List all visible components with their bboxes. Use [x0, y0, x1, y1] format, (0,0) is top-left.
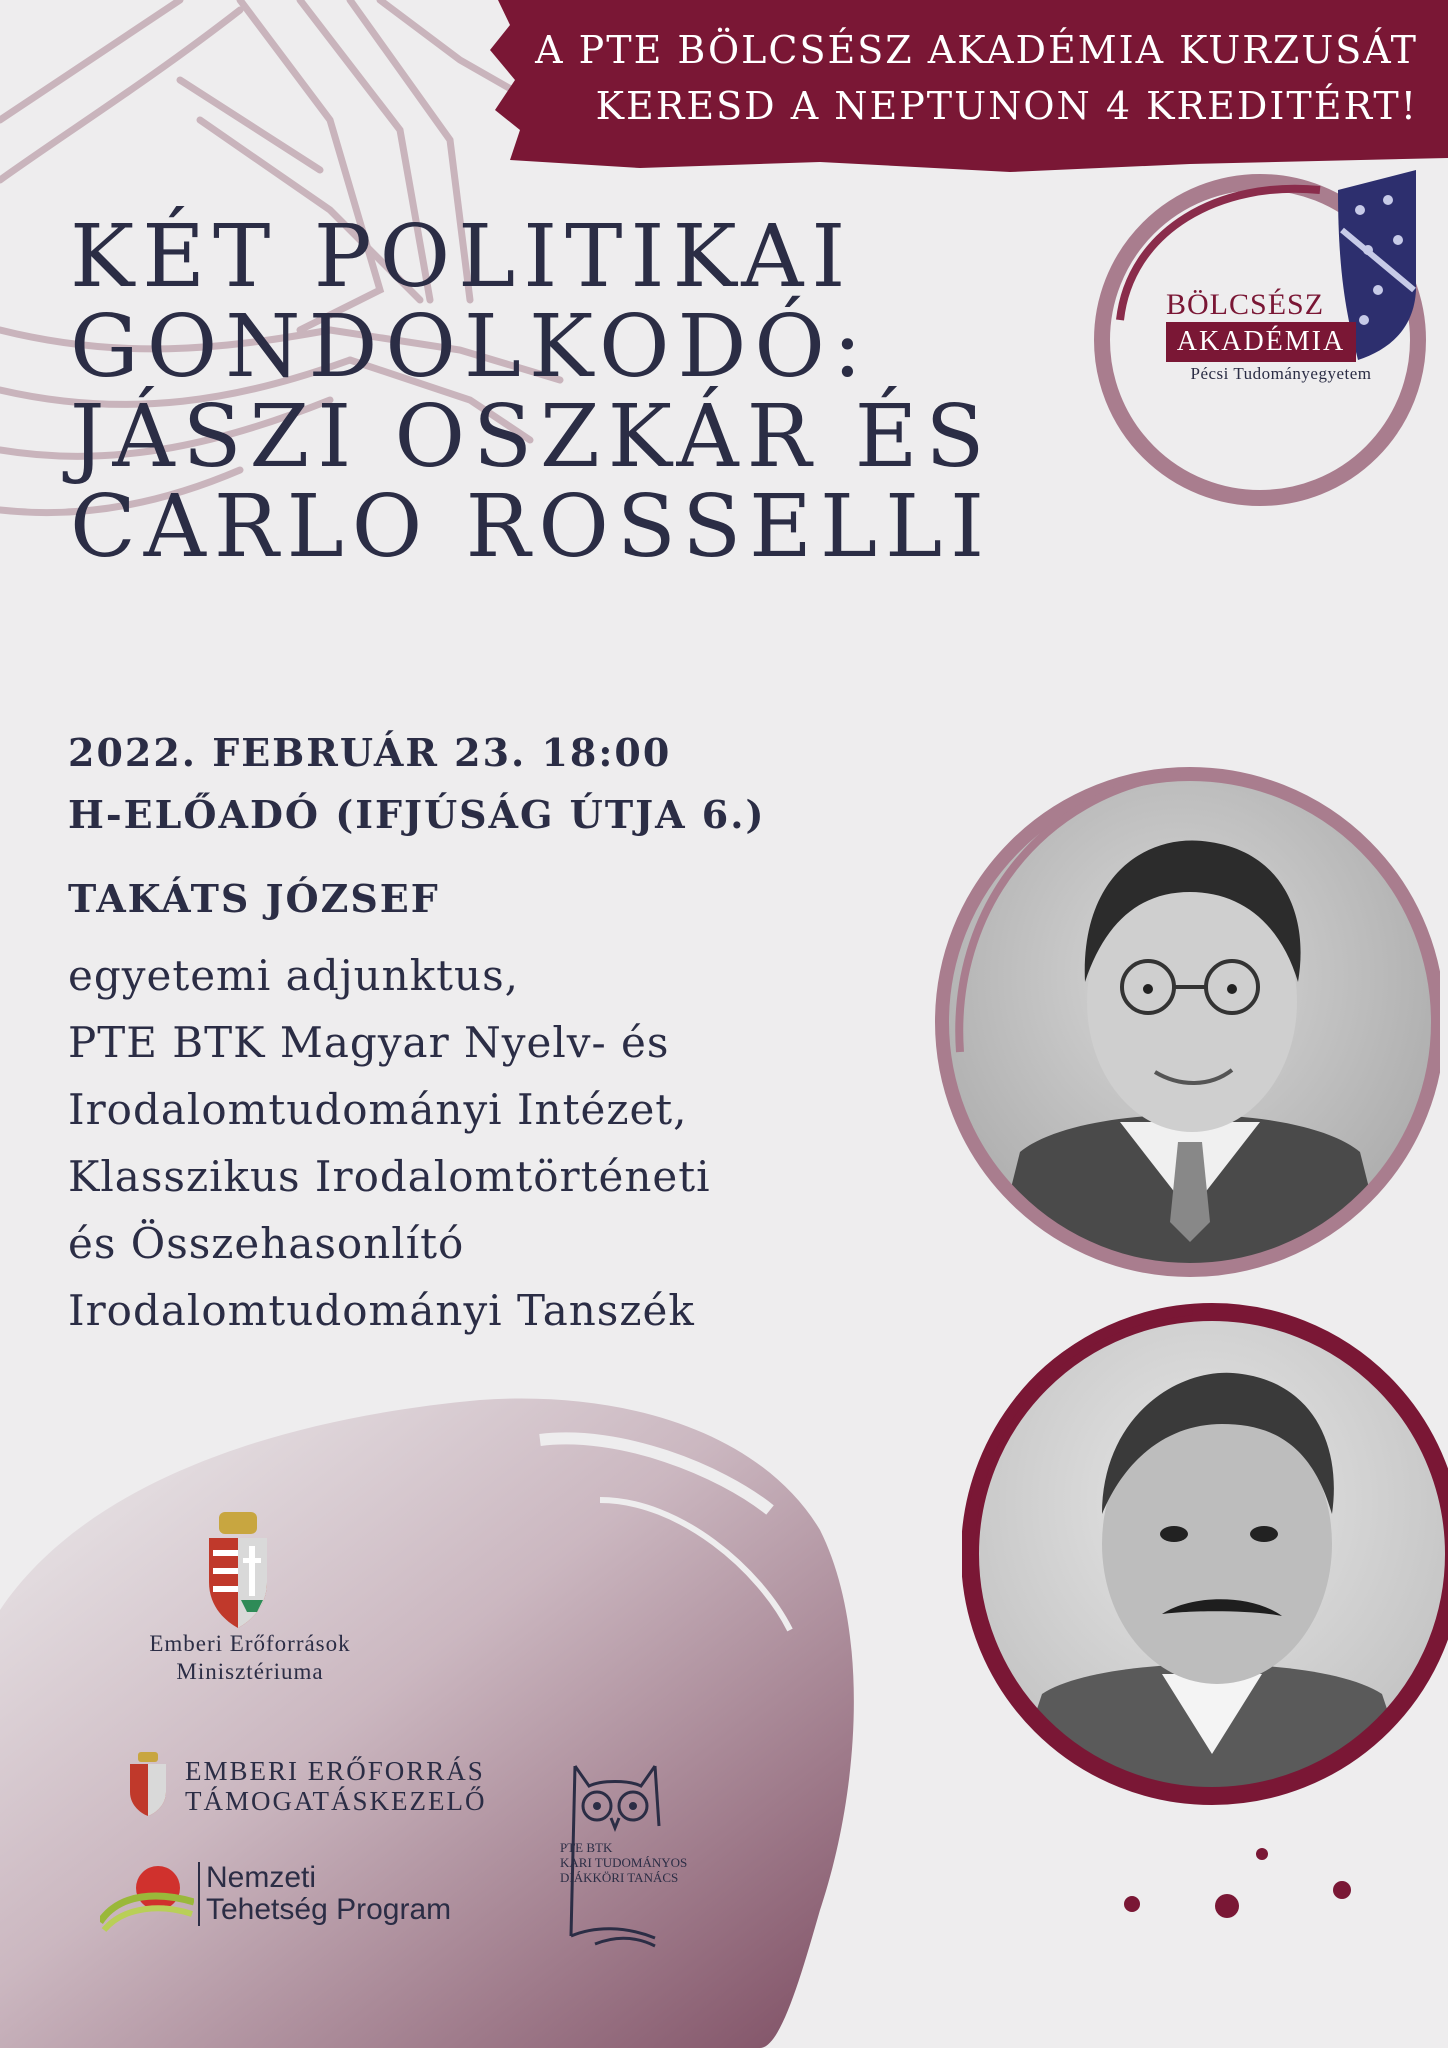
bolcsesz-akademia-logo	[1160, 170, 1420, 400]
title-line-1: KÉT POLITIKAI	[70, 207, 854, 307]
portrait-photo-2	[962, 1294, 1448, 1944]
emet-name	[185, 1756, 545, 1816]
speaker-detail-line: Klasszikus Irodalomtörténeti	[68, 1152, 711, 1201]
banner-text	[518, 22, 1418, 134]
event-info	[68, 722, 868, 846]
owl-line-3: DIÁKKÖRI TANÁCS	[560, 1870, 679, 1885]
event-datetime: 2022. FEBRUÁR 23. 18:00	[68, 730, 672, 775]
banner-line-2: KERESD A NEPTUNON 4 KREDITÉRT!	[595, 84, 1418, 128]
title-line-2: GONDOLKODÓ:	[70, 297, 870, 397]
portrait-photo-1	[920, 752, 1440, 1312]
title-line-3: JÁSZI OSZKÁR ÉS	[70, 387, 993, 487]
logo-name-bottom: AKADÉMIA	[1166, 322, 1356, 362]
owl-line-2: KARI TUDOMÁNYOS	[560, 1855, 688, 1870]
banner-line-1: A PTE BÖLCSÉSZ AKADÉMIA KURZUSÁT	[535, 28, 1418, 72]
speaker-name: TAKÁTS JÓZSEF	[68, 876, 440, 921]
emmi-line-2: Minisztériuma	[176, 1659, 324, 1684]
ntp-logo-icon	[100, 1862, 194, 1936]
speaker-detail-line: Irodalomtudományi Intézet,	[68, 1085, 688, 1134]
event-title	[70, 207, 1120, 577]
emmi-name	[90, 1630, 410, 1686]
emet-line-2: TÁMOGATÁSKEZELŐ	[185, 1786, 487, 1816]
speaker-details	[68, 942, 968, 1344]
owl-name	[560, 1840, 730, 1885]
owl-line-1: PTE BTK	[560, 1840, 613, 1855]
logo-name-top: BÖLCSÉSZ	[1166, 288, 1325, 321]
speaker-detail-line: Irodalomtudományi Tanszék	[68, 1286, 695, 1335]
emmi-line-1: Emberi Erőforrások	[149, 1631, 351, 1656]
top-banner	[490, 0, 1448, 172]
hungarian-coat-of-arms-icon	[205, 1512, 271, 1628]
title-line-4: CARLO ROSSELLI	[70, 477, 993, 577]
emet-line-1: EMBERI ERŐFORRÁS	[185, 1756, 485, 1786]
ntp-line-1: Nemzeti	[206, 1861, 317, 1894]
speaker-detail-line: és Összehasonlító	[68, 1219, 465, 1268]
ntp-name	[198, 1862, 506, 1926]
ntp-line-2: Tehetség Program	[206, 1893, 452, 1926]
speaker-detail-line: PTE BTK Magyar Nyelv- és	[68, 1018, 670, 1067]
logo-subtitle: Pécsi Tudományegyetem	[1190, 364, 1372, 383]
speaker-detail-line: egyetemi adjunktus,	[68, 951, 519, 1000]
event-location: H-ELŐADÓ (IFJÚSÁG ÚTJA 6.)	[68, 792, 766, 837]
emet-crest-icon	[128, 1752, 168, 1816]
sponsor-logos	[0, 1500, 900, 2048]
